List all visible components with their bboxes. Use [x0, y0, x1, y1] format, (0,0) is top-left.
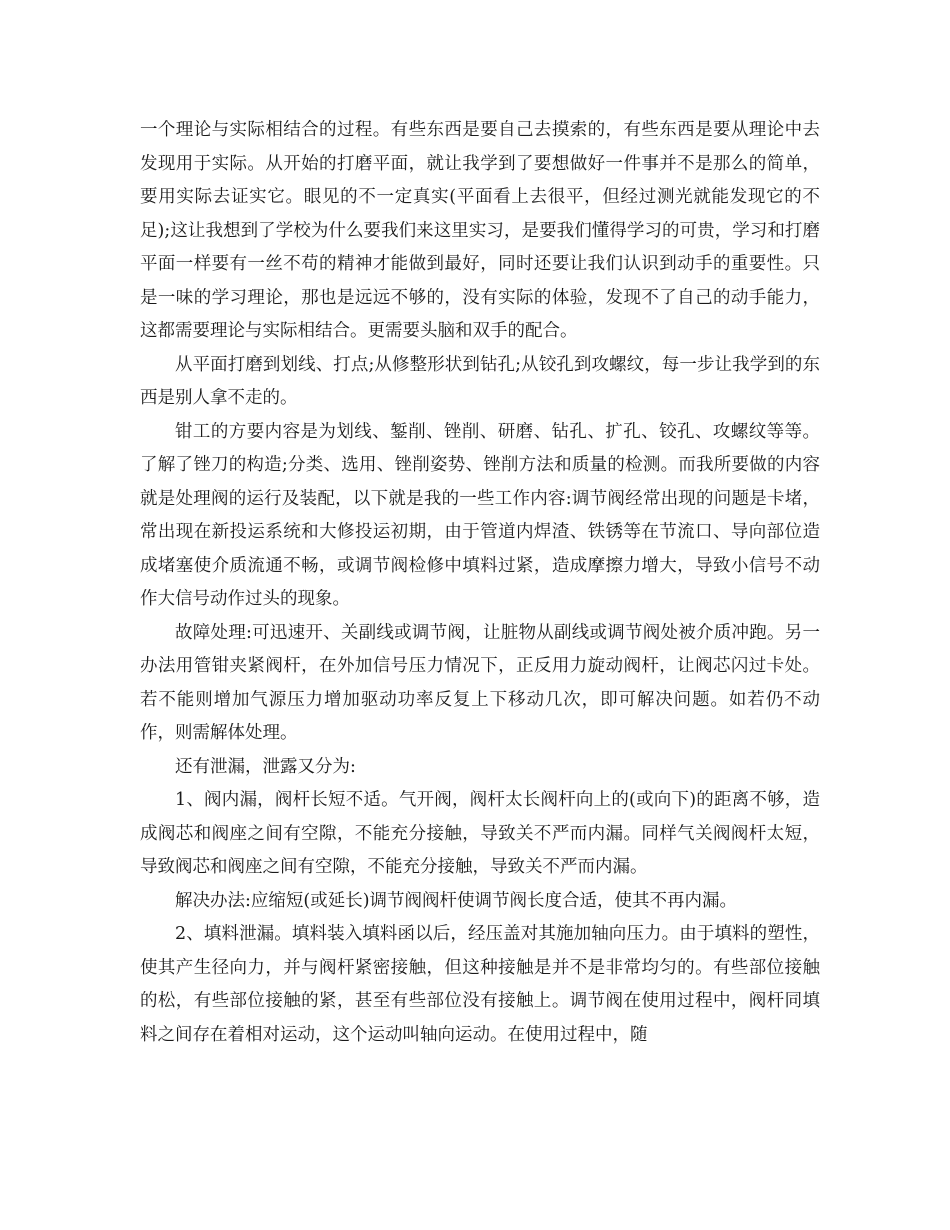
- paragraph-packing-leak: 2、填料泄漏。填料装入填料函以后，经压盖对其施加轴向压力。由于填料的塑性，使其产生径向力，并与阀杆紧密接触，但这种接触是并不是非常均匀的。有些部位接触的松，有些部位接触的紧，甚至有些部位没有接触上。调节阀在使用过程中，阀杆同填料之间存在着相对运动，这个运动叫轴向运动。在使用过程中，随: [140, 924, 820, 1045]
- paragraph-fault-handling: 故障处理:可迅速开、关副线或调节阀，让脏物从副线或调节阀处被介质冲跑。另一办法用管钳夹紧阀杆，在外加信号压力情况下，正反用力旋动阀杆，让阀芯闪过卡处。若不能则增加气源压力增加驱动功率反复上下移动几次，即可解决问题。如若仍不动作，则需解体处理。: [140, 622, 820, 743]
- paragraph-fitter-work: 钳工的方要内容是为划线、錾削、锉削、研磨、钻孔、扩孔、铰孔、攻螺纹等等。了解了锉刀的构造;分类、选用、锉削姿势、锉削方法和质量的检测。而我所要做的内容就是处理阀的运行及装配，以下就是我的一些工作内容:调节阀经常出现的问题是卡堵，常出现在新投运系统和大修投运初期，由于管道内焊渣、铁锈等在节流口、导向部位造成堵塞使介质流通不畅，或调节阀检修中填料过紧，造成摩擦力增大，导致小信号不动作大信号动作过头的现象。: [140, 421, 820, 609]
- paragraph-skills-learned: 从平面打磨到划线、打点;从修整形状到钻孔;从铰孔到攻螺纹，每一步让我学到的东西是别人拿不走的。: [140, 354, 820, 408]
- paragraph-theory-practice: 一个理论与实际相结合的过程。有些东西是要自己去摸索的，有些东西是要从理论中去发现用于实际。从开始的打磨平面，就让我学到了要想做好一件事并不是那么的简单，要用实际去证实它。眼见的不一定真实(平面看上去很平，但经过测光就能发现它的不足);这让我想到了学校为什么要我们来这里实习，是要我们懂得学习的可贵，学习和打磨平面一样要有一丝不苟的精神才能做到最好，同时还要让我们认识到动手的重要性。只是一味的学习理论，那也是远远不够的，没有实际的体验，发现不了自己的动手能力，这都需要理论与实际相结合。更需要头脑和双手的配合。: [140, 120, 820, 341]
- paragraph-leak-types: 还有泄漏，泄露又分为:: [175, 756, 356, 777]
- document-page: [140, 114, 820, 1052]
- paragraph-solution: 解决办法:应缩短(或延长)调节阀阀杆使调节阀长度合适，使其不再内漏。: [175, 890, 738, 911]
- paragraph-internal-leak: 1、阀内漏，阀杆长短不适。气开阀，阀杆太长阀杆向上的(或向下)的距离不够，造成阀芯和阀座之间有空隙，不能充分接触，导致关不严而内漏。同样气关阀阀杆太短，导致阀芯和阀座之间有空隙，不能充分接触，导致关不严而内漏。: [140, 790, 820, 877]
